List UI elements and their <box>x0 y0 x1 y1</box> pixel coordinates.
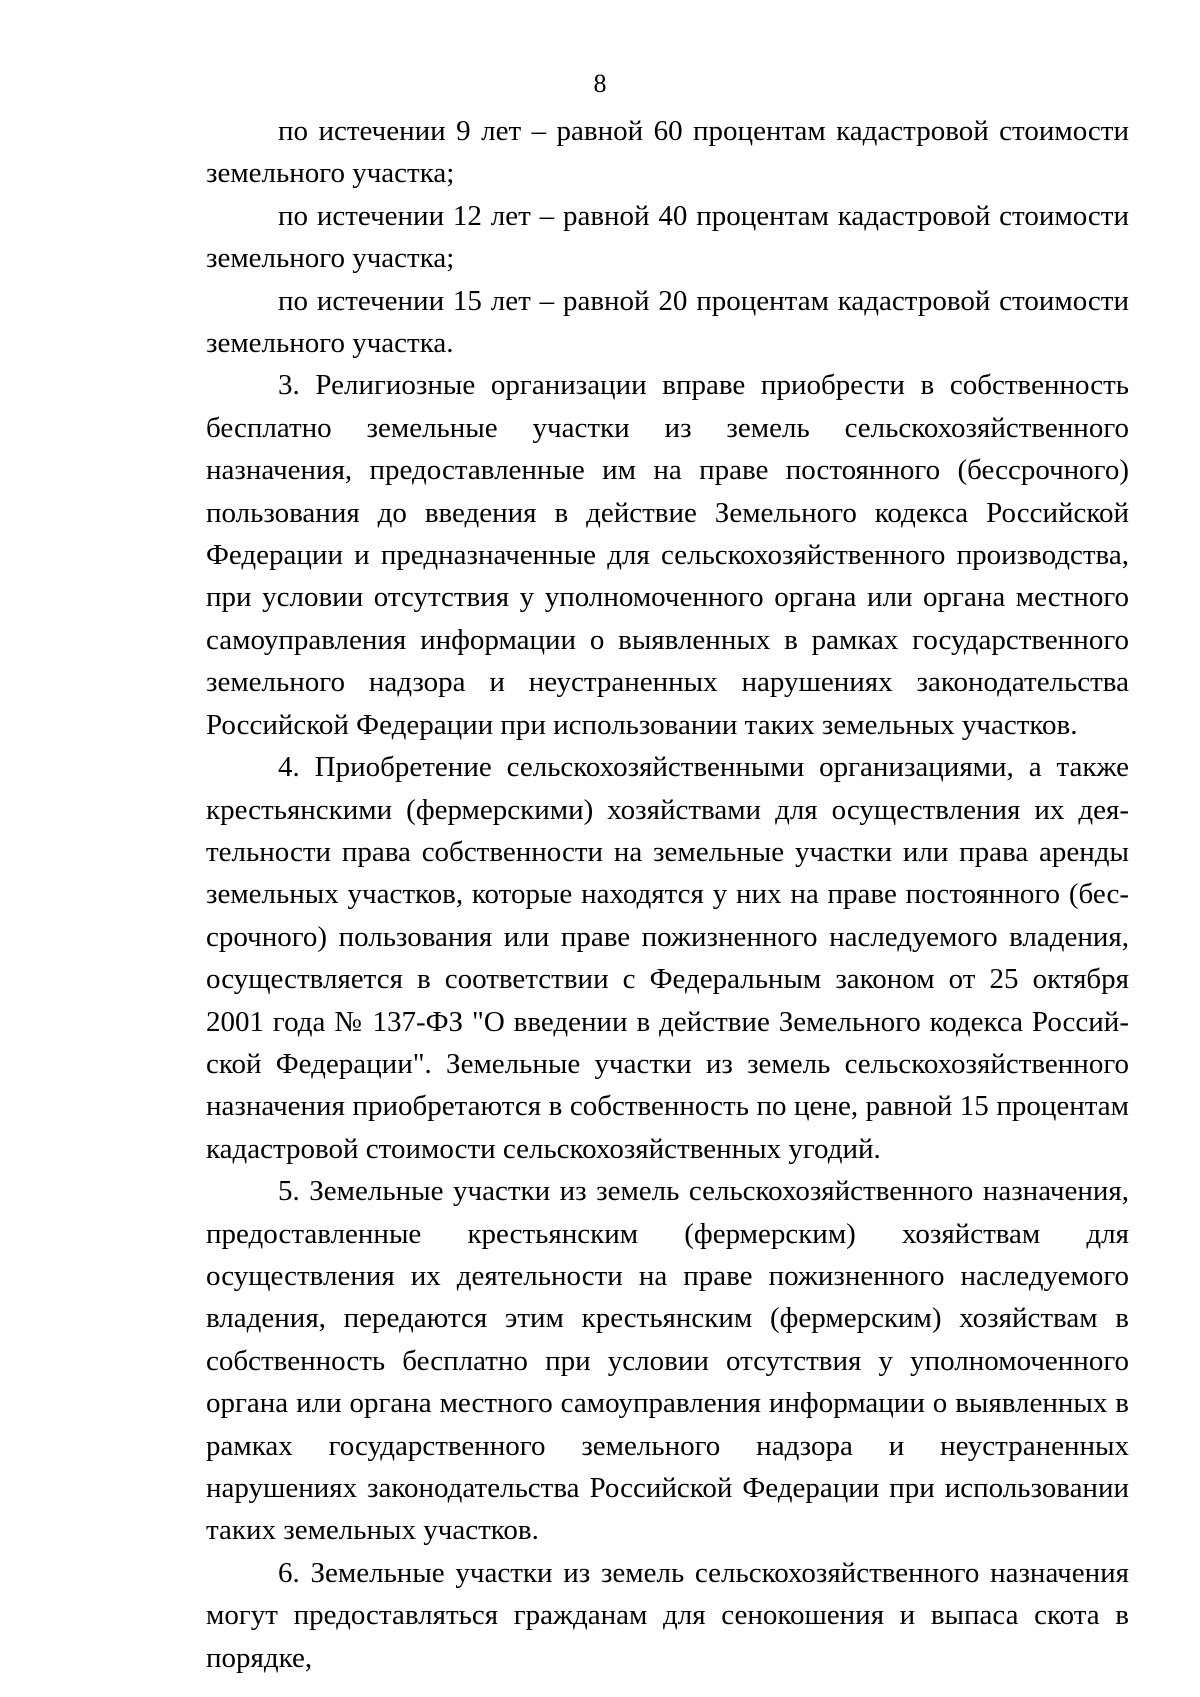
page-body <box>206 110 1129 1679</box>
paragraph-item-6: 6. Земельные участки из земель сельскохозяйственного назначения могут предоставляться гражданам для сенокошения и выпаса скота в порядке, <box>206 1556 1129 1674</box>
paragraph-item-4: 4. Приобретение сельскохозяйственными организациями, а также крестьянскими (фермерскими) хозяйствами для осуществления их деятельности права собственности на земельные участки или права аренды земельных участков, которые находятся у них на праве постоянного (бессрочного) пользования или праве пожизненного наследуемого владения, осуществляется в соответствии с Федеральным законом от 25 октября 2001 года № 137-ФЗ "О введении в действие Земельного кодекса Российской Федерации". Земельные участки из земель сельскохозяйственного назначения приобретаются в собственность по цене, равной 15 процентам кадастровой стоимости сельскохозяйственных угодий. <box>206 751 1129 1165</box>
paragraph-term-9-years: по истечении 9 лет – равной 60 процентам кадастровой стоимости земельного участка; <box>206 115 1129 190</box>
page-number: 8 <box>593 69 607 98</box>
paragraph-term-15-years: по истечении 15 лет – равной 20 процентам кадастровой стоимости земельного участка. <box>206 284 1129 360</box>
paragraph-term-12-years: по истечении 12 лет – равной 40 процентам кадастровой стоимости земельного участка; <box>206 199 1129 275</box>
paragraph-item-3: 3. Религиозные организации вправе приобрести в собственность бесплатно земельные участки из земель сельскохозяйственного назначения, предоставленные им на праве постоянного (бессрочного) пользования до введения в действие Земельного кодекса Российской Федерации и предназначенные для сельскохозяйственного производства, при условии отсутствия у уполномоченного органа или органа местного самоуправления информации о выявленных в рамках государственного земельного надзора и неустраненных нарушениях законодательства Российской Федерации при использовании таких земельных участков. <box>206 369 1129 741</box>
paragraph-item-5: 5. Земельные участки из земель сельскохозяйственного назначения, предоставленные крестьянским (фермерским) хозяйствам для осуществления их деятельности на праве пожизненного наследуемого владения, передаются этим крестьянским (фермерским) хозяйствам в собственность бесплатно при условии отсутствия у уполномоченного органа или органа местного самоуправления информации о выявленных в рамках государственного земельного надзора и неустраненных нарушениях законодательства Российской Федерации при использовании таких земельных участков. <box>206 1175 1129 1547</box>
